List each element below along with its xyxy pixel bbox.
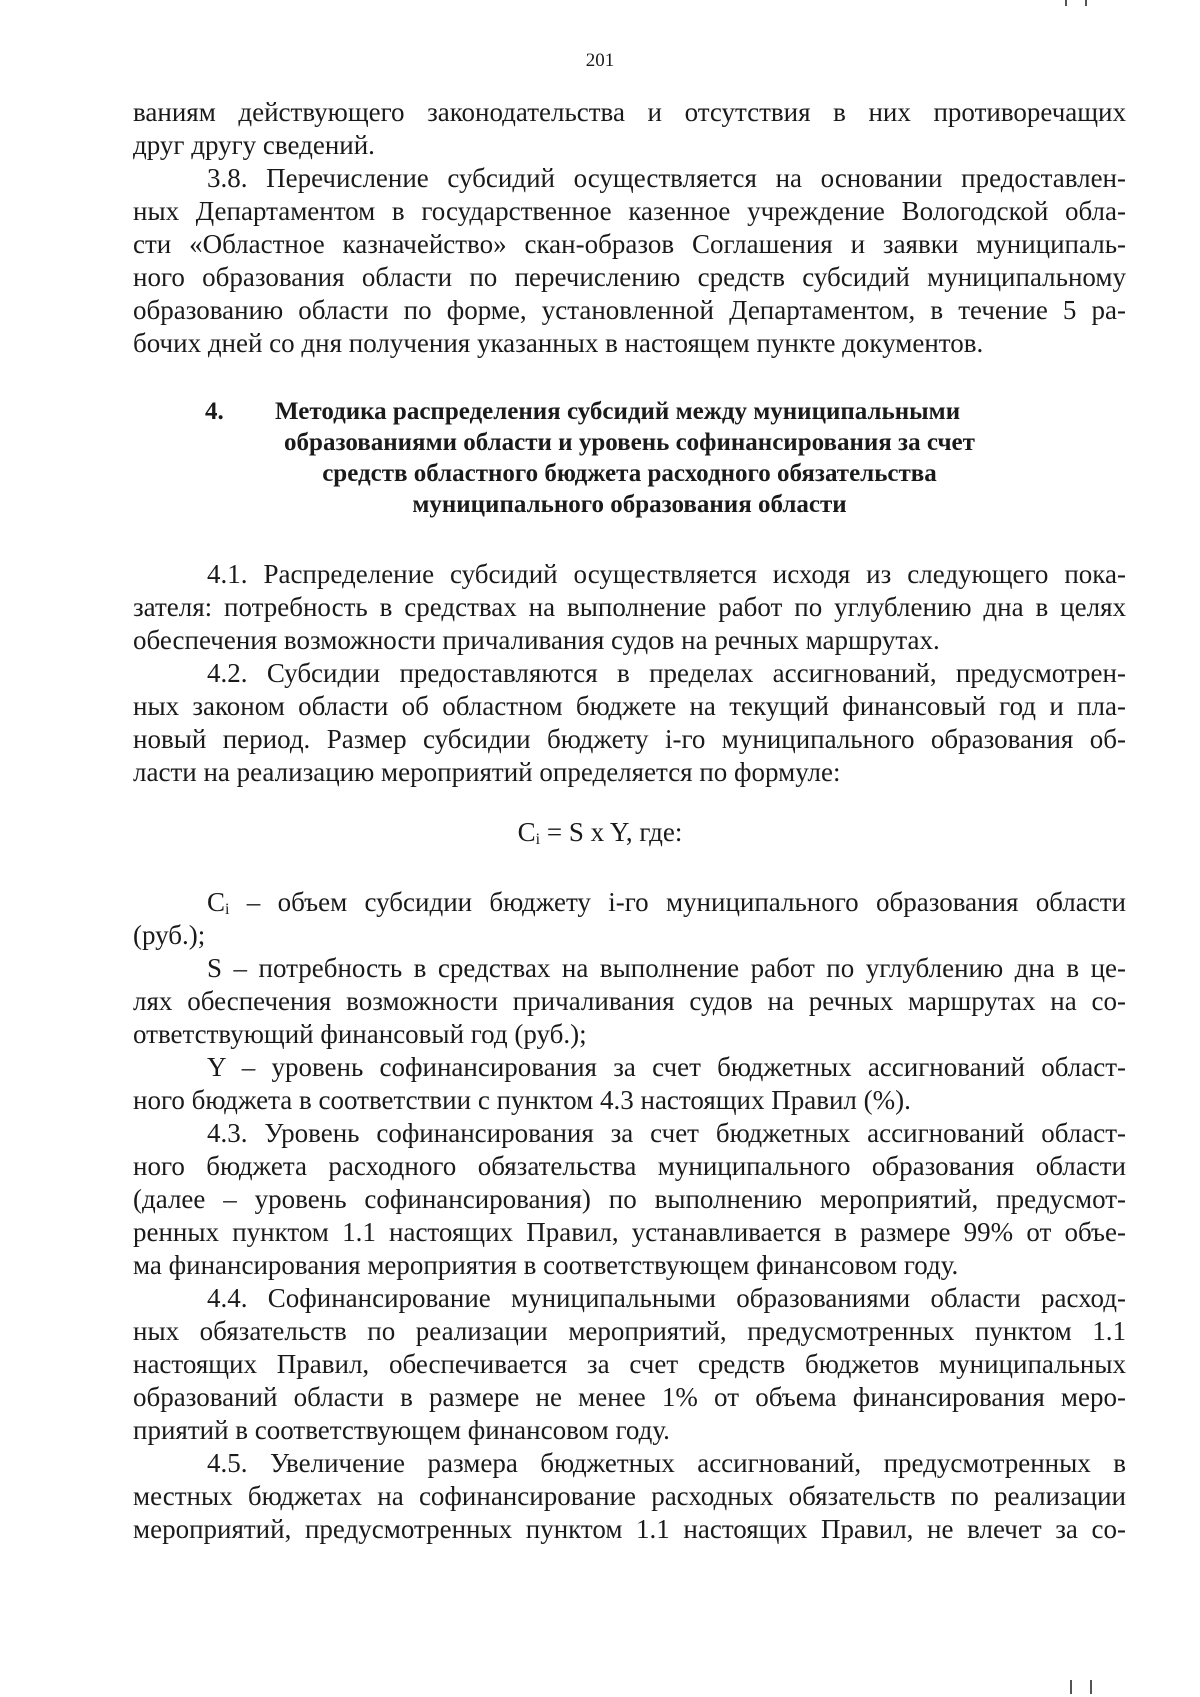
paragraph-4-5-line: 4.5. Увеличение размера бюджетных ассигнований, предусмотренных в <box>207 1448 1126 1478</box>
paragraph-4-1-line: зателя: потребность в средствах на выполнение работ по углублению дна в целях <box>133 592 1126 622</box>
scan-artifact <box>1065 0 1067 6</box>
definition-y-line: ного бюджета в соответствии с пунктом 4.3 настоящих Правил (%). <box>133 1085 911 1115</box>
text-line: ваниям действующего законодательства и отсутствия в них противоречащих <box>133 97 1126 127</box>
paragraph-4-1-line: 4.1. Распределение субсидий осуществляется исходя из следующего пока- <box>207 559 1126 589</box>
paragraph-4-5-line: местных бюджетах на софинансирование расходных обязательств по реализации <box>133 1481 1126 1511</box>
section-heading-line: образованиями области и уровень софинансирования за счет <box>284 429 975 456</box>
paragraph-4-3-line: (далее – уровень софинансирования) по выполнению мероприятий, предусмот- <box>133 1184 1126 1214</box>
formula-lhs-subscript: i <box>535 831 541 848</box>
paragraph-4-4-line: приятий в соответствующем финансовом году. <box>133 1415 670 1445</box>
paragraph-4-3-line: 4.3. Уровень софинансирования за счет бюджетных ассигнований област- <box>207 1118 1126 1148</box>
scan-artifact <box>1085 0 1087 6</box>
paragraph-4-3-line: ного бюджета расходного обязательства муниципального образования области <box>133 1151 1126 1181</box>
section-heading-line: средств областного бюджета расходного обязательства <box>322 460 937 487</box>
paragraph-3-8-line: ных Департаментом в государственное казенное учреждение Вологодской обла- <box>133 196 1126 226</box>
text-line: друг другу сведений. <box>133 130 375 160</box>
paragraph-4-3-line: ренных пунктом 1.1 настоящих Правил, устанавливается в размере 99% от объе- <box>133 1217 1126 1247</box>
paragraph-4-4-line: 4.4. Софинансирование муниципальными образованиями области расход- <box>207 1283 1126 1313</box>
formula-rhs: = S x Y, где: <box>540 817 683 847</box>
paragraph-4-2-line: 4.2. Субсидии предоставляются в пределах ассигнований, предусмотрен- <box>207 658 1126 688</box>
paragraph-4-1-line: обеспечения возможности причаливания судов на речных маршрутах. <box>133 625 940 655</box>
paragraph-4-4-line: настоящих Правил, обеспечивается за счет средств бюджетов муниципальных <box>133 1349 1126 1379</box>
definition-y-line: Y – уровень софинансирования за счет бюджетных ассигнований област- <box>207 1052 1126 1082</box>
scan-artifact <box>1090 1680 1092 1694</box>
definition-s-line: ответствующий финансовый год (руб.); <box>133 1019 587 1049</box>
formula-lhs: C <box>517 817 536 847</box>
section-heading-line: Методика распределения субсидий между муниципальными <box>275 398 961 425</box>
paragraph-4-2-line: ных законом области об областном бюджете на текущий финансовый год и пла- <box>133 691 1126 721</box>
paragraph-4-4-line: образований области в размере не менее 1% от объема финансирования меро- <box>133 1382 1126 1412</box>
paragraph-3-8-line: ного образования области по перечислению средств субсидий муниципальному <box>133 262 1126 292</box>
paragraph-4-5-line: мероприятий, предусмотренных пунктом 1.1 настоящих Правил, не влечет за со- <box>133 1514 1126 1544</box>
paragraph-3-8-line: бочих дней со дня получения указанных в настоящем пункте документов. <box>133 328 984 358</box>
definition-ci-text: – объем субсидии бюджету i-го муниципального образования области <box>229 887 1126 917</box>
paragraph-4-3-line: ма финансирования мероприятия в соответствующем финансовом году. <box>133 1250 959 1280</box>
paragraph-4-2-line: ласти на реализацию мероприятий определяется по формуле: <box>133 757 841 787</box>
paragraph-4-4-line: ных обязательств по реализации мероприятий, предусмотренных пунктом 1.1 <box>133 1316 1126 1346</box>
paragraph-3-8-line: 3.8. Перечисление субсидий осуществляется на основании предоставлен- <box>207 163 1126 193</box>
paragraph-4-2-line: новый период. Размер субсидии бюджету i-го муниципального образования об- <box>133 724 1126 754</box>
page-number: 201 <box>585 50 615 71</box>
definition-ci-subscript: i <box>225 901 230 918</box>
definition-s-line: лях обеспечения возможности причаливания судов на речных маршрутах на со- <box>133 986 1126 1016</box>
definition-ci-line: (руб.); <box>133 920 206 950</box>
definition-s-line: S – потребность в средствах на выполнение работ по углублению дна в це- <box>207 953 1126 983</box>
formula <box>0 816 1200 856</box>
section-heading-line: муниципального образования области <box>412 491 847 518</box>
paragraph-3-8-line: сти «Областное казначейство» скан-образов Соглашения и заявки муниципаль- <box>133 229 1126 259</box>
definition-ci-symbol: C <box>207 887 226 917</box>
section-number: 4. <box>205 398 224 425</box>
paragraph-3-8-line: образованию области по форме, установленной Департаментом, в течение 5 ра- <box>133 295 1126 325</box>
scan-artifact <box>1070 1680 1072 1694</box>
